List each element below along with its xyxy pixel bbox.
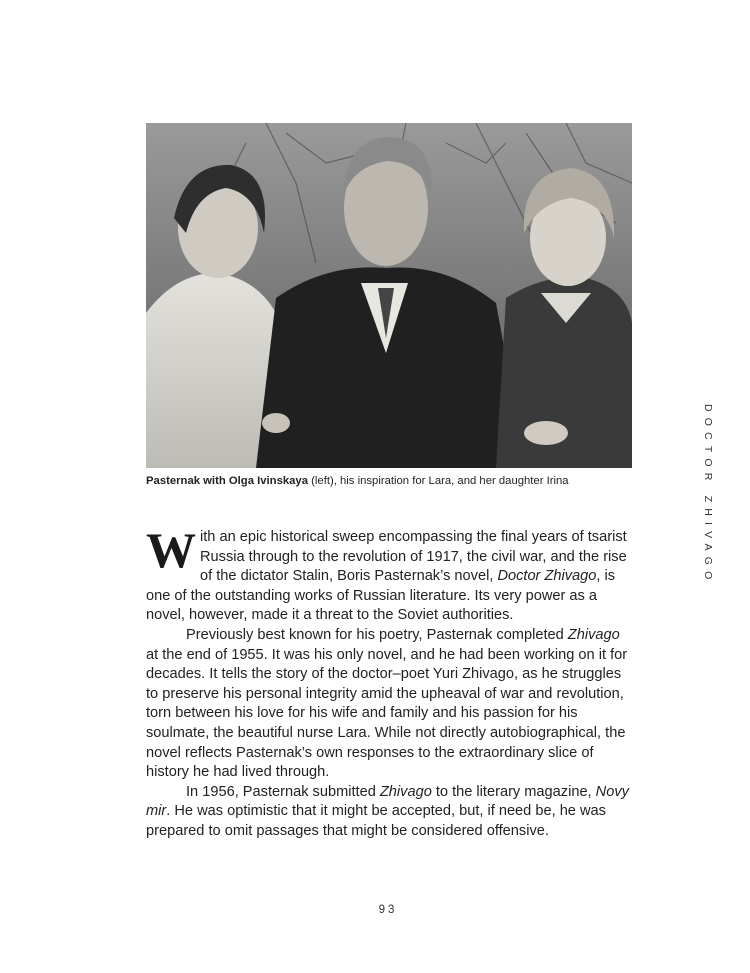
caption-description: (left), his inspiration for Lara, and her daughter Irina <box>308 475 569 487</box>
page-number: 93 <box>378 904 398 916</box>
paragraph-1-title: Doctor Zhivago <box>497 568 597 585</box>
paragraph-3-magazine: Novy mir <box>146 783 629 820</box>
body-text <box>146 522 632 842</box>
paragraph-3-text-c: . He was optimistic that it might be accepted, but, if need be, he was prepared to omit passages that might be considered offensive. <box>146 803 606 839</box>
paragraph-2-text-b: at the end of 1955. It was his only novel, and he had been working on it for decades. It tells the story of the doctor–poet Yuri Zhivago, as he struggles to preserve his personal integrity amid the upheaval of war and revolution, torn between his love for his wife and family and his passion for his soulmate, the beautiful nurse Lara. While not directly autobiographical, the novel reflects Pasternak’s own responses to the extraordinary slice of history he had lived through. <box>146 646 628 781</box>
photo-caption <box>146 474 646 488</box>
paragraph-3 <box>146 783 632 842</box>
paragraph-2-text-a: Previously best known for his poetry, Pasternak completed <box>186 626 568 643</box>
paragraph-1-text-b: , is one of the outstanding works of Russian literature. Its very power as a novel, however, made it a threat to the Soviet authorities. <box>146 568 616 624</box>
paragraph-1 <box>146 522 632 626</box>
paragraph-3-text-b: to the literary magazine, <box>431 783 596 800</box>
paragraph-1-text-a: ith an epic historical sweep encompassing the final years of tsarist Russia through to the revolution of 1917, the civil war, and the rise of the dictator Stalin, Boris Pasternak’s novel, <box>200 529 627 585</box>
caption-names: Pasternak with Olga Ivinskaya <box>146 475 308 487</box>
paragraph-3-text-a: In 1956, Pasternak submitted <box>186 783 380 800</box>
running-head: DOCTOR ZHIVAGO <box>702 404 714 586</box>
paragraph-2 <box>146 626 632 783</box>
photo-illustration <box>146 123 632 468</box>
photo <box>146 123 632 468</box>
drop-cap: W <box>146 522 196 578</box>
paragraph-2-title: Zhivago <box>567 626 620 643</box>
paragraph-3-title: Zhivago <box>379 783 432 800</box>
